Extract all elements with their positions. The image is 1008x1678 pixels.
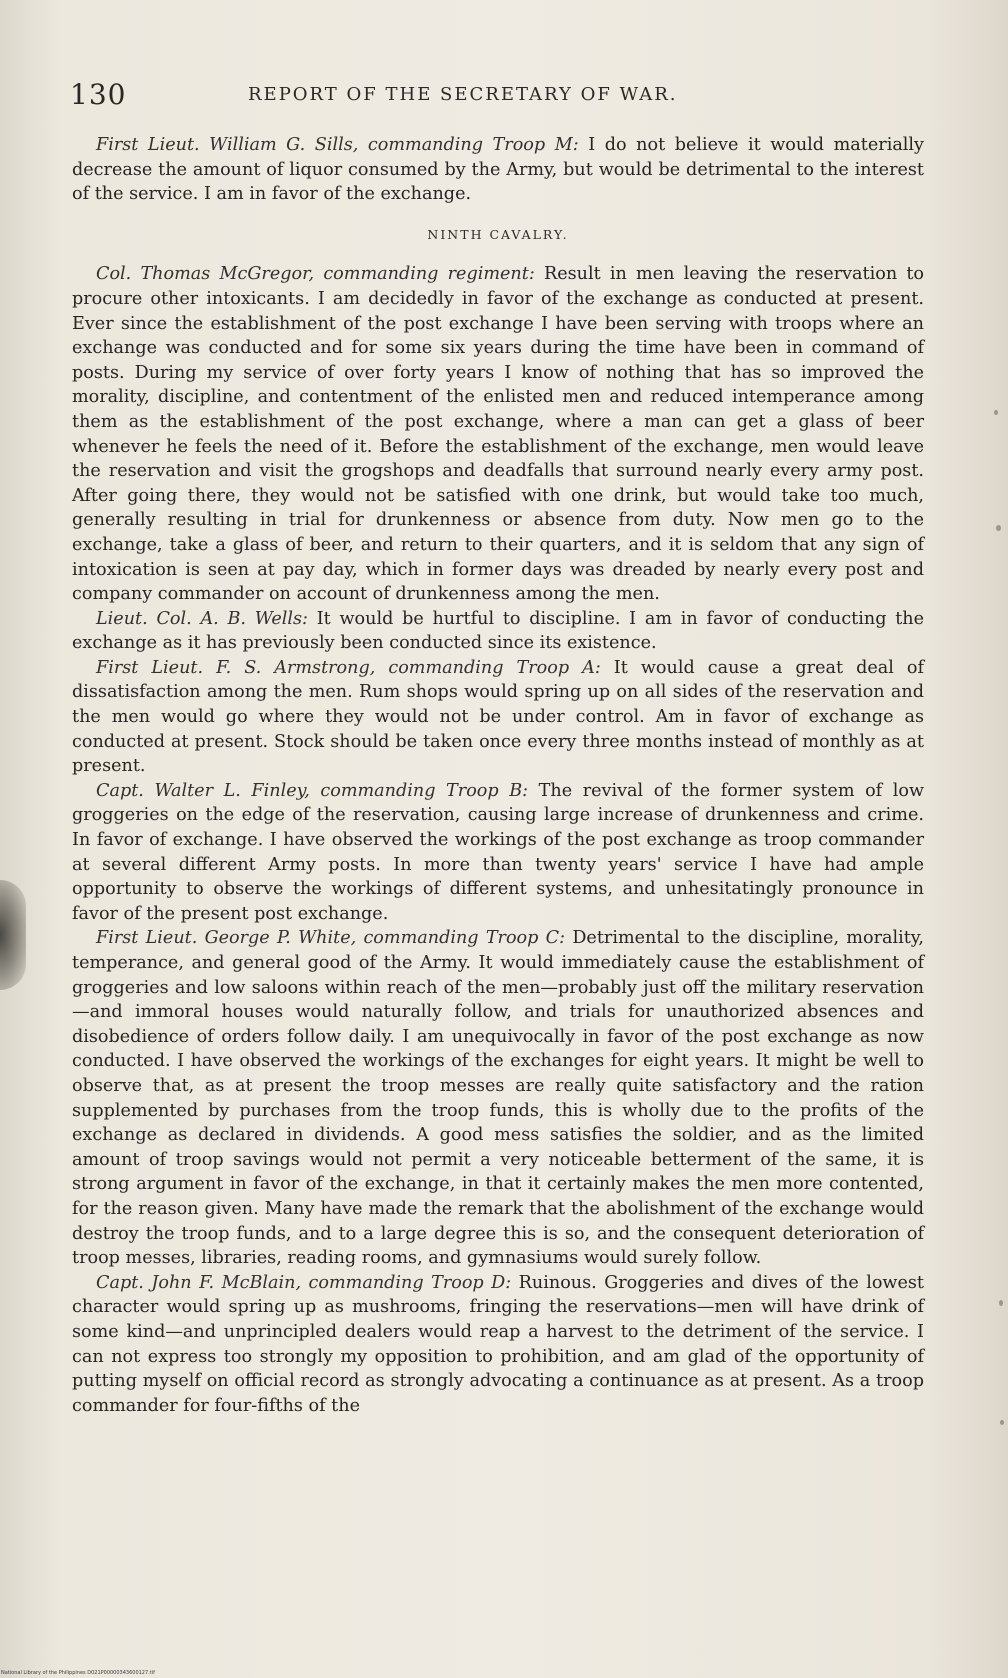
paragraph-text: It would cause a great deal of dissatisfaction among the men. Rum shops would spring up on all sides of the reservation and the men would go where they would not be under control. Am in favor of exchange as conducted at present. Stock should be taken once every three months instead of monthly as at present. <box>72 657 924 777</box>
speaker-name: Lieut. Col. A. B. Wells: <box>96 608 308 629</box>
binding-shadow <box>0 880 26 990</box>
paragraph-text: I do not believe it would materially decrease the amount of liquor consumed by the Army, but would be detrimental to the interest of the service. I am in favor of the exchange. <box>72 135 924 205</box>
speaker-name: Capt. John F. McBlain, commanding Troop D: <box>96 1272 512 1293</box>
paragraph-mcblain <box>72 1271 924 1419</box>
paragraph-text: The revival of the former system of low groggeries on the edge of the reservation, causing large increase of drunkenness and crime. In favor of exchange. I have observed the workings of the post exchange as troop commander at several different Army posts. In more than twenty years' service I have had ample opportunity to observe the workings of different systems, and unhesitatingly pronounce in favor of the present post exchange. <box>72 780 925 924</box>
paragraph-armstrong <box>72 656 924 779</box>
paragraph-text: Ruinous. Groggeries and dives of the lowest character would spring up as mushrooms, fringing the reservations—men will have drink of some kind—and unprincipled dealers would reap a harvest to the detriment of the service. I can not express too strongly my opposition to prohibition, and am glad of the opportunity of putting myself on official record as strongly advocating a continuance as at present. As a troop commander for four-fifths of the <box>72 1272 925 1416</box>
running-head: REPORT OF THE SECRETARY OF WAR. <box>248 84 678 105</box>
paragraph-white <box>72 926 924 1270</box>
speaker-name: First Lieut. George P. White, commanding Troop C: <box>96 928 566 949</box>
paragraph-mcgregor <box>72 262 924 606</box>
paragraph-text: It would be hurtful to discipline. I am in favor of conducting the exchange as it has previously been conducted since its existence. <box>72 608 925 654</box>
body-text <box>72 133 924 1418</box>
page-header <box>70 78 930 118</box>
page-number: 130 <box>70 78 127 111</box>
paragraph-text: Result in men leaving the reservation to procure other intoxicants. I am decidedly in favor of the exchange as conducted at present. Ever since the establishment of the post exchange I have been serving with troops where an exchange was conducted and for some six years during the time have been in command of posts. During my service of over forty years I know of nothing that has so improved the morality, discipline, and contentment of the enlisted men and reduced intemperance among them as the establishment of the post exchange, where a man can get a glass of beer whenever he feels the need of it. Before the establishment of the exchange, men would leave the reservation and visit the grogshops and deadfalls that surround nearly every army post. After going there, they would not be satisfied with one drink, but would take too much, generally resulting in trial for drunkenness or absence from duty. Now men go to the exchange, take a glass of beer, and return to their quarters, and it is seldom that any sign of intoxication is seen at pay day, which in former days was dreaded by nearly every post and company commander on account of drunkenness among the men. <box>72 264 924 605</box>
speaker-name: First Lieut. William G. Sills, commanding Troop M: <box>96 135 579 155</box>
speaker-name: First Lieut. F. S. Armstrong, commanding Troop A: <box>96 657 601 678</box>
scan-credit: National Library of the Philippines D021P00000343600127.tif <box>1 1670 155 1676</box>
paragraph-wells <box>72 607 924 656</box>
paragraph-sills <box>72 133 924 207</box>
speaker-name: Capt. Walter L. Finley, commanding Troop B: <box>96 780 529 801</box>
speaker-name: Col. Thomas McGregor, commanding regiment: <box>96 264 535 285</box>
paragraph-text: Detrimental to the discipline, morality, temperance, and general good of the Army. It would immediately cause the establishment of groggeries and low saloons within reach of the men—probably just off the military reservation—and immoral houses would naturally follow, and trials for unauthorized absences and disobedience of orders follow daily. I am unequivocally in favor of the post exchange as now conducted. I have observed the workings of the exchanges for eight years. It might be well to observe that, as at present the troop messes are really quite satisfactory and the ration supplemented by purchases from the troop funds, this is wholly due to the profits of the exchange as declared in dividends. A good mess satisfies the soldier, and as the limited amount of troop savings would not permit a very noticeable betterment of the same, it is strong argument in favor of the exchange, in that it certainly makes the men more contented, for the reason given. Many have made the remark that the abolishment of the exchange would destroy the troop funds, and to a large degree this is so, and the consequent deterioration of troop messes, libraries, reading rooms, and gymnasiums would surely follow. <box>72 928 925 1269</box>
paragraph-finley <box>72 779 924 927</box>
section-heading: NINTH CAVALRY. <box>427 226 569 242</box>
